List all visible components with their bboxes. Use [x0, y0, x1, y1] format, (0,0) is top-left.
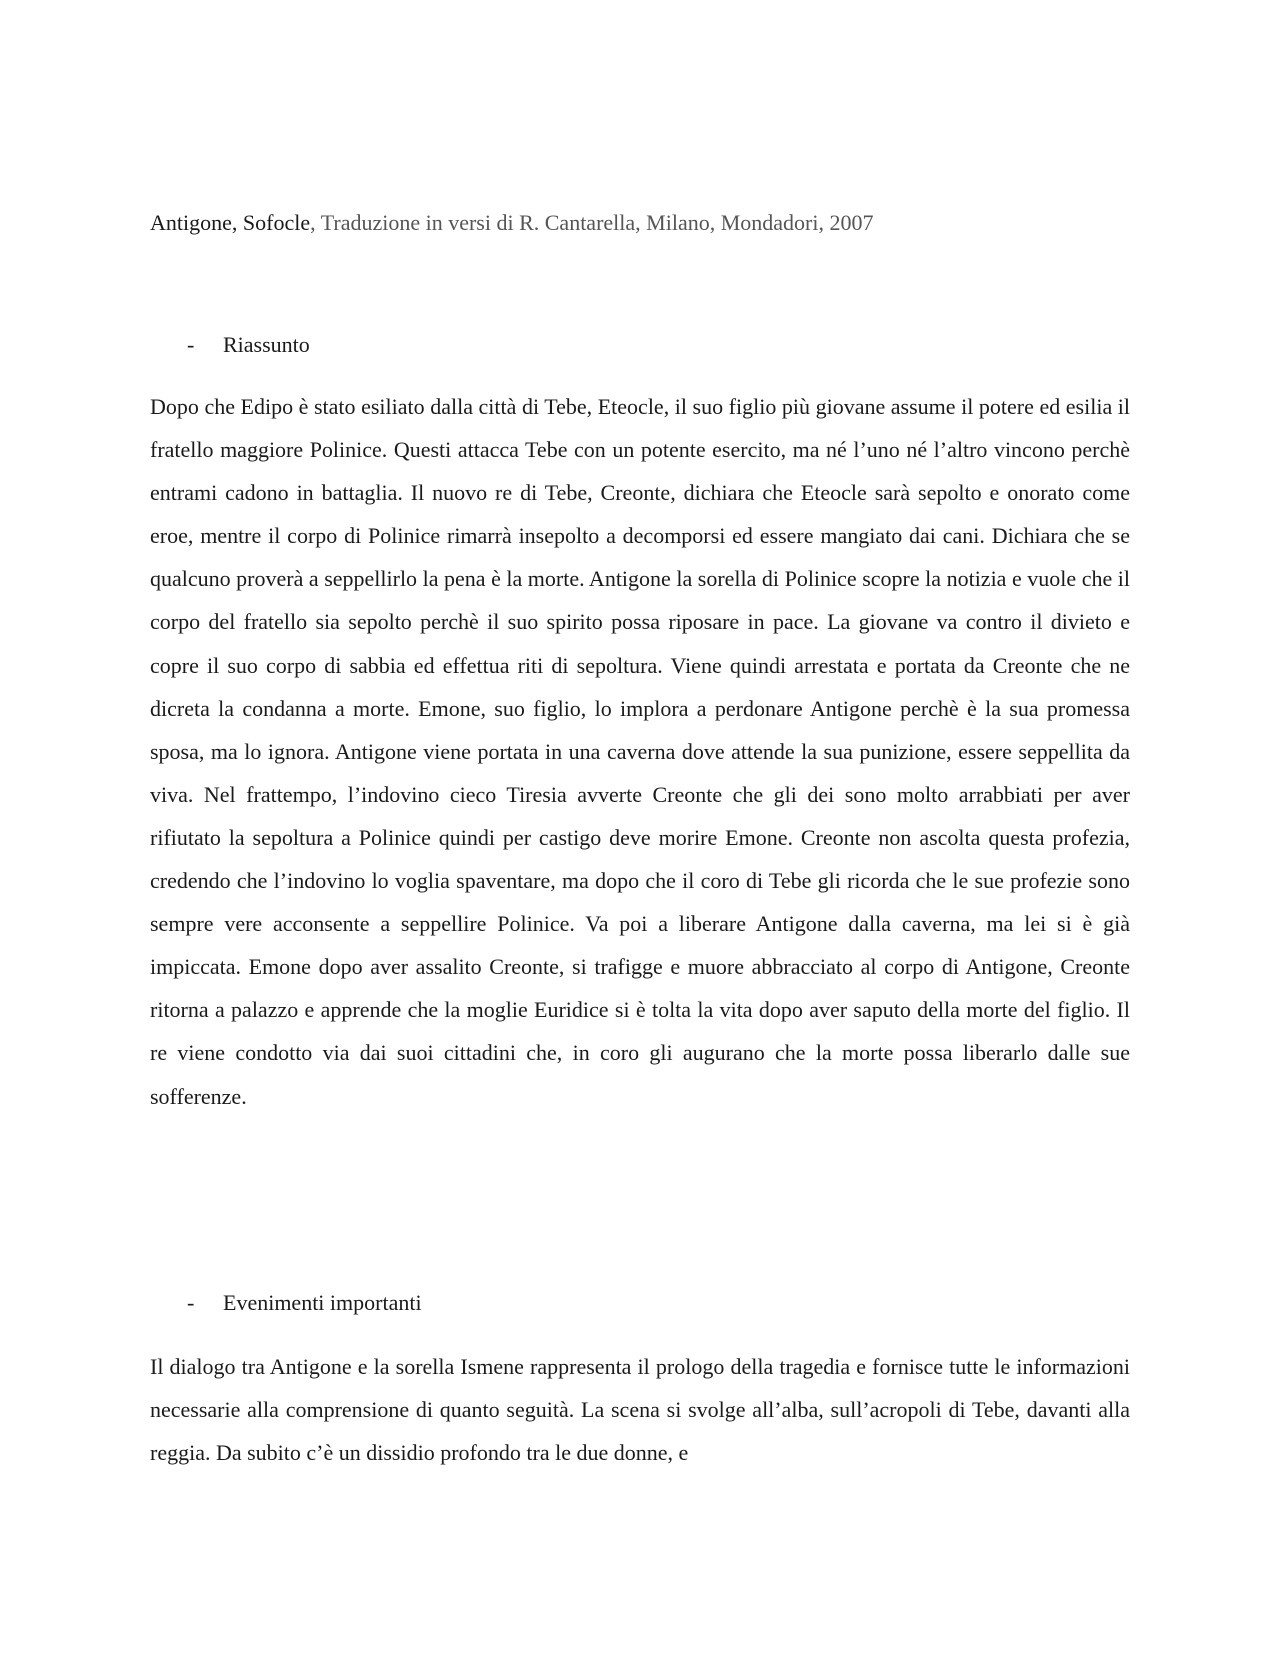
list-dash: -: [187, 1290, 195, 1315]
citation-line: [150, 208, 1150, 238]
section-heading-riassunto: [150, 330, 1130, 360]
section-heading-evenimenti: [150, 1288, 1130, 1318]
citation-author-title: Antigone, Sofocle: [150, 210, 311, 235]
section-heading-label: Riassunto: [223, 332, 310, 357]
citation-translation: , Traduzione in versi di R. Cantarella, Milano, Mondadori, 2007: [310, 210, 874, 235]
section-body-riassunto: Dopo che Edipo è stato esiliato dalla città di Tebe, Eteocle, il suo figlio più giovane assume il potere ed esilia il fratello maggiore Polinice. Questi attacca Tebe con un potente esercito, ma né l’uno né l’altro vincono perchè entrami cadono in battaglia. Il nuovo re di Tebe, Creonte, dichiara che Eteocle sarà sepolto e onorato come eroe, mentre il corpo di Polinice rimarrà insepolto a decomporsi ed essere mangiato dai cani. Dichiara che se qualcuno proverà a seppellirlo la pena è la morte. Antigone la sorella di Polinice scopre la notizia e vuole che il corpo del fratello sia sepolto perchè il suo spirito possa riposare in pace. La giovane va contro il divieto e copre il suo corpo di sabbia ed effettua riti di sepoltura. Viene quindi arrestata e portata da Creonte che ne dicreta la condanna a morte. Emone, suo figlio, lo implora a perdonare Antigone perchè è la sua promessa sposa, ma lo ignora. Antigone viene portata in una caverna dove attende la sua punizione, essere seppellita da viva. Nel frattempo, l’indovino cieco Tiresia avverte Creonte che gli dei sono molto arrabbiati per aver rifiutato la sepoltura a Polinice quindi per castigo deve morire Emone. Creonte non ascolta questa profezia, credendo che l’indovino lo voglia spaventare, ma dopo che il coro di Tebe gli ricorda che le sue profezie sono sempre vere acconsente a seppellire Polinice. Va poi a liberare Antigone dalla caverna, ma lei si è già impiccata. Emone dopo aver assalito Creonte, si trafigge e muore abbracciato al corpo di Antigone, Creonte ritorna a palazzo e apprende che la moglie Euridice si è tolta la vita dopo aver saputo della morte del figlio. Il re viene condotto via dai suoi cittadini che, in coro gli augurano che la morte possa liberarlo dalle sue sofferenze.: [150, 394, 1130, 1109]
list-dash: -: [187, 332, 195, 357]
section-body-evenimenti: Il dialogo tra Antigone e la sorella Ismene rappresenta il prologo della tragedia e fornisce tutte le informazioni necessarie alla comprensione di quanto seguità. La scena si svolge all’alba, sull’acropoli di Tebe, davanti alla reggia. Da subito c’è un dissidio profondo tra le due donne, e: [150, 1354, 1130, 1466]
section-heading-label: Evenimenti importanti: [223, 1290, 422, 1315]
